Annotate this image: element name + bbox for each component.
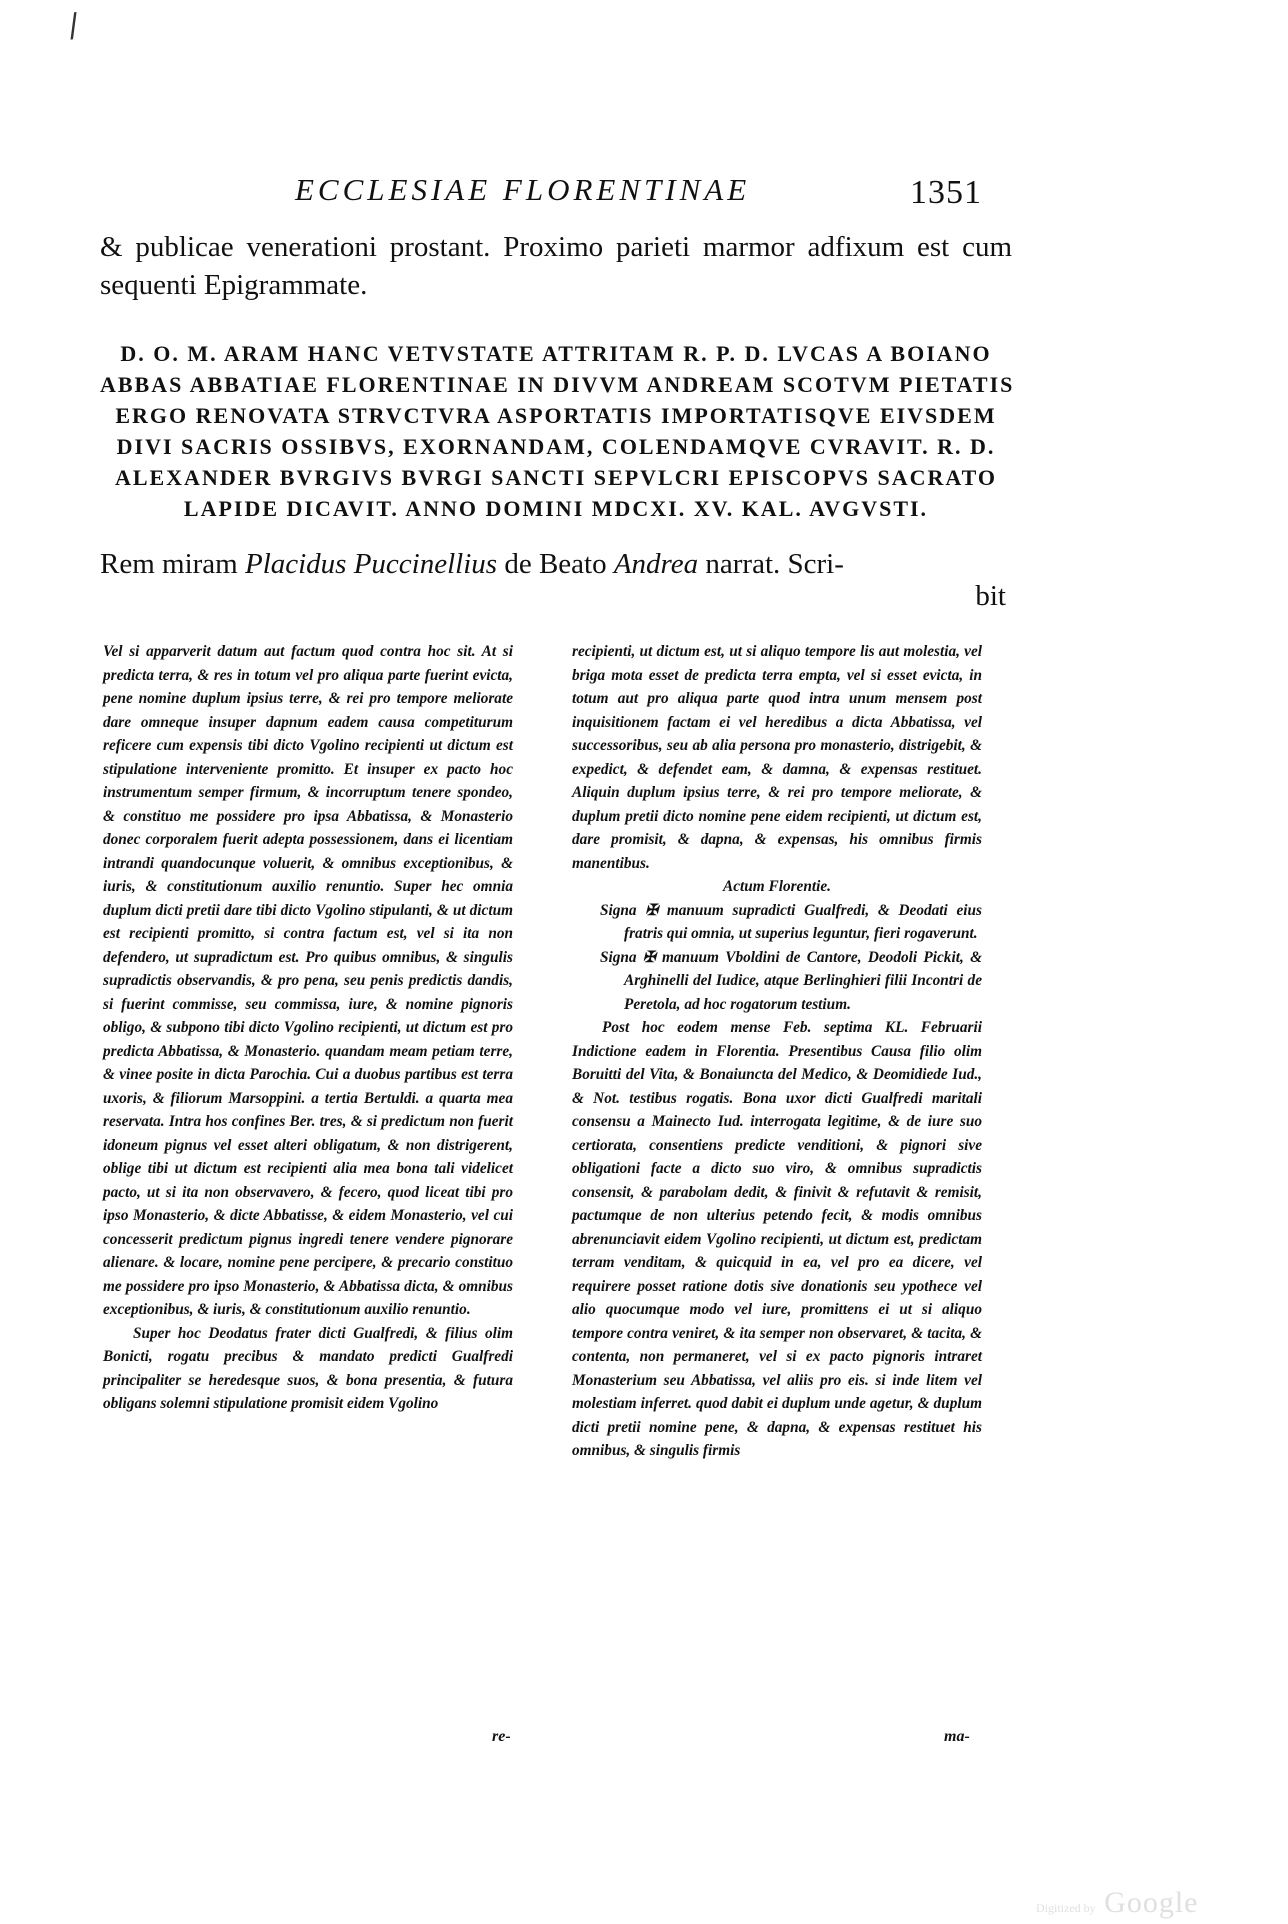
signum-entry: Signa ✠ manuum supradicti Gualfredi, & Deodati eius fratris qui omnia, ut superius leguntur, fieri rogaverunt. — [600, 901, 982, 942]
intro-paragraph: & publicae venerationi prostant. Proximo parieti marmor adfixum est cum sequenti Epigrammate. — [100, 231, 1012, 301]
inscription-line: D. O. M. ARAM HANC VETVSTATE ATTRITAM R. P. D. LVCAS A BOIANO — [120, 341, 992, 366]
left-column-paragraph: Vel si apparverit datum aut factum quod contra hoc sit. At si predicta terra, & res in totum vel pro aliqua parte fuerint evicta, pene nomine duplum ipsius terre, & rei pro tempore meliorate dare omneque insuper dapnum eadem causa competiturum reficere cum expensis tibi dicto Vgolino recipienti ut dictum est stipulatione interveniente promitto. Et insuper ex pacto hoc instrumentum semper firmum, & incorruptum tenere spondeo, & constituo me possidere pro ipsa Abbatissa, & Monasterio donec corporalem fuerit adepta possessionem, dans ei licentiam intrandi quandocunque voluerit, & omnibus exceptionibus, & iuris, & constitutionum auxilio renuntio. Super hec omnia duplum dicti pretii dare tibi dicto Vgolino stipulanti, & ut dictum est recipienti promitto, si contra factum est, vel si ita non defendero, ut supradictum est. Pro quibus omnibus, & singulis supradictis observandis, & pro pena, seu penis predictis dandis, si fuerint commisse, seu commissa, iure, & nomine pignoris obligo, & subpono tibi dicto Vgolino recipienti, ut dictum est pro predicta Abbatissa, & Monasterio. quandam meam petiam terre, & vinee posite in dicta Parochia. Cui a duobus partibus est terra uxoris, & filiorum Marsoppini. a tertia Bertuldi. a quarta mea reservata. Intra hos confines Ber. tres, & si predictum non fuerit idoneum pignus vel esset alteri obligatum, & non distrigerent, oblige tibi ut dictum est recipienti alia mea bona tali videlicet pacto, ut si ita non observavero, & fecero, quod liceat tibi pro ipso Monasterio, & dicte Abbatisse, & eidem Monasterio, vel cui concesserit predictum pignus ingredi tenere vendere pignorare alienare. & locare, nomine pene percipere, & precario constituo me possidere pro ipso Monasterio, & Abbatissa dicta, & omnibus exceptionibus, & iuris, & constitutionum auxilio renuntio. — [103, 643, 513, 1318]
inscription-line: ABBAS ABBATIAE FLORENTINAE IN DIVVM ANDREAM SCOTVM PIETATIS — [100, 372, 1015, 397]
left-column — [103, 640, 513, 1416]
watermark-prefix: Digitized by — [1036, 1901, 1096, 1915]
inscription-line: LAPIDE DICAVIT. ANNO DOMINI MDCXI. XV. KAL. AVGVSTI. — [183, 496, 929, 521]
watermark-brand: Google — [1104, 1886, 1199, 1919]
narrative-text: de Beato — [497, 548, 614, 580]
corner-mark: / — [64, 5, 82, 45]
inscription-line: ALEXANDER BVRGIVS BVRGI SANCTI SEPVLCRI EPISCOPVS SACRATO — [114, 465, 998, 490]
signum-entry: Signa ✠ manuum Vboldini de Cantore, Deodoli Pickit, & Arghinelli del Iudice, atque Berlinghieri filii Incontri de Peretola, ad hoc rogatorum testium. — [600, 948, 982, 1013]
running-head: ECCLESIAE FLORENTINAE — [295, 172, 751, 207]
right-catchword: ma- — [944, 1728, 970, 1745]
page-number: 1351 — [910, 174, 982, 211]
inscription-line: DIVI SACRIS OSSIBVS, EXORNANDAM, COLENDAMQVE CVRAVIT. R. D. — [116, 434, 996, 459]
narrative-text: Rem miram — [100, 548, 245, 580]
narrative-tail: bit — [975, 580, 1006, 612]
right-column-paragraph: recipienti, ut dictum est, ut si aliquo tempore lis aut molestia, vel briga mota esset de predicta terra empta, vel si esset evicta, in totum aut pro aliqua parte quod intra unum mensem post inquisitionem factam ei vel heredibus a dicta Abbatissa, vel successoribus, seu ab alia persona pro monasterio, distrigebit, & expedict, & defendet eam, & damna, & expensas restituet. Aliquin duplum ipsius terre, & rei pro tempore meliorate, & duplum pretii dicto nomine pene eidem recipienti, ut dictum est, dare promisit, & dapna, & expensas, his omnibus firmis manentibus. — [572, 643, 982, 872]
right-column — [572, 640, 982, 1463]
saint-name: Andrea — [613, 548, 699, 580]
inscription-block — [100, 338, 1015, 524]
actum-heading: Actum Florentie. — [723, 878, 831, 895]
digitization-watermark — [1036, 1886, 1198, 1920]
inscription-line: ERGO RENOVATA STRVCTVRA ASPORTATIS IMPORTATISQVE EIVSDEM — [115, 403, 997, 428]
left-column-paragraph: Super hoc Deodatus frater dicti Gualfredi, & filius olim Bonicti, rogatu precibus & mandato predicti Gualfredi principaliter se heredesque suos, & bona presentia, & futura obligans solemni stipulatione promisit eidem Vgolino — [103, 1324, 513, 1412]
narrative-text: narrat. Scri- — [698, 548, 844, 580]
left-catchword: re- — [492, 1728, 511, 1745]
right-column-paragraph: Post hoc eodem mense Feb. septima KL. Februarii Indictione eadem in Florentia. Presentibus Causa filio olim Boruitti del Vita, & Bonaiuncta del Medico, & Deomidiede Iud., & Not. testibus rogatis. Bona uxor dicti Gualfredi maritali consensu a Mainecto Iud. interrogata legitime, & de iure suo certiorata, consentiens predicte venditioni, & pignori sive obligationi facte a dicto suo viro, & omnibus supradictis consensit, & parabolam dedit, & finivit & refutavit & remisit, pactumque de non ulterius petendo fecit, & modis omnibus abrenunciavit eidem Vgolino recipienti, ut dictum est, predictam terram venditam, & quicquid in ea, vel pro ea dicere, vel requirere posset ratione dotis sive donationis seu ypothece vel alio quocumque modo vel iure, promittens ei ut si aliquo tempore contra veniret, & ita semper non observaret, & tacita, & contenta, non permaneret, vel si ex pacto pignoris intraret Monasterium seu Abbatissa, vel aliis pro eis. si inde litem vel molestiam inferret. quod dabit ei duplum unde agetur, & duplum dicti pretii nomine pene, & dapna, & expensas restituet his omnibus, & singulis firmis — [572, 1019, 982, 1459]
author-name: Placidus Puccinellius — [244, 548, 498, 580]
narrative-paragraph — [100, 548, 1012, 612]
